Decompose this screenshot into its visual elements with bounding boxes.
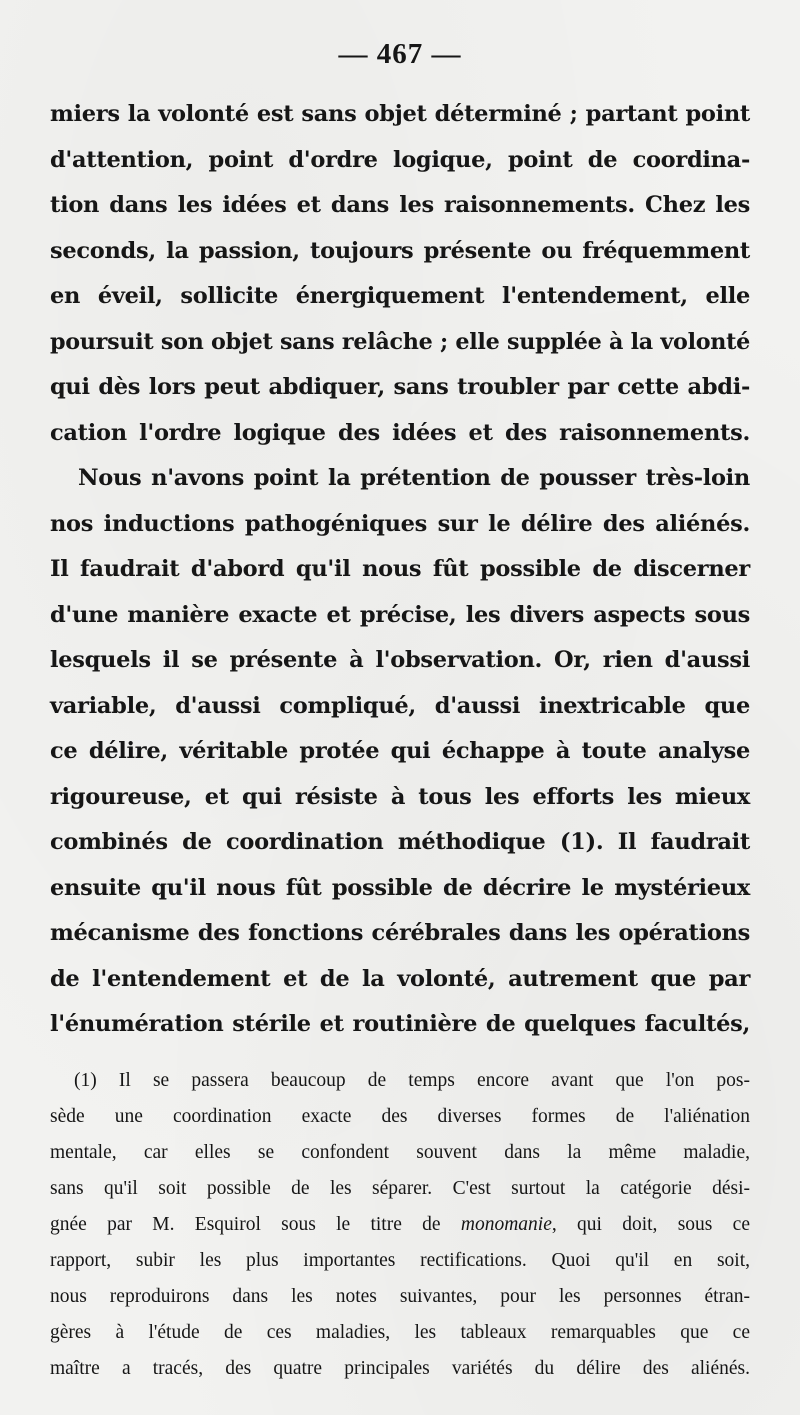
text-line: de l'entendement et de la volonté, autrement que par [50, 965, 750, 992]
text-line: Il faudrait d'abord qu'il nous fût possible de discerner [50, 556, 750, 582]
text-line: nos inductions pathogéniques sur le délire des aliénés. [50, 510, 750, 537]
text-line: seconds, la passion, toujours présente ou fréquemment [50, 237, 750, 264]
footnote-line: mentale, car elles se confondent souvent dans la même maladie, [50, 1142, 750, 1163]
footnote-line: nous reproduirons dans les notes suivantes, pour les personnes étran- [50, 1286, 750, 1307]
page-number: — 467 — [338, 38, 462, 70]
text-line: d'attention, point d'ordre logique, point de coordina- [50, 146, 750, 173]
footnote-line: (1) Il se passera beaucoup de temps encore avant que l'on pos- [74, 1070, 750, 1091]
footnote-line: sans qu'il soit possible de les séparer. C'est surtout la catégorie dési- [50, 1178, 750, 1199]
footnote-line: maître a tracés, des quatre principales variétés du délire des aliénés. [50, 1358, 750, 1379]
text-line: variable, d'aussi compliqué, d'aussi inextricable que [50, 692, 750, 719]
text-line: tion dans les idées et dans les raisonnements. Chez les [50, 192, 750, 218]
text-line: miers la volonté est sans objet déterminé ; partant point [50, 101, 750, 127]
footnote-line: sède une coordination exacte des diverses formes de l'aliénation [50, 1106, 750, 1127]
text-line: qui dès lors peut abdiquer, sans troubler par cette abdi- [50, 374, 750, 400]
footnote-line: gnée par M. Esquirol sous le titre de monomanie, qui doit, sous ce [50, 1214, 750, 1235]
text-line: lesquels il se présente à l'observation. Or, rien d'aussi [50, 647, 750, 673]
text-line: combinés de coordination méthodique (1). Il faudrait [50, 829, 750, 855]
text-line: ce délire, véritable protée qui échappe à toute analyse [50, 738, 750, 764]
text-line: mécanisme des fonctions cérébrales dans les opérations [50, 920, 750, 946]
footnote [50, 1063, 750, 1387]
footnote-line: rapport, subir les plus importantes rectifications. Quoi qu'il en soit, [50, 1250, 750, 1271]
text-line: l'énumération stérile et routinière de quelques facultés, [50, 1011, 750, 1037]
body-text [50, 92, 750, 1048]
text-line-paragraph-start: Nous n'avons point la prétention de pousser très-loin [78, 465, 750, 491]
text-line: cation l'ordre logique des idées et des raisonnements. [50, 419, 750, 446]
footnote-line: gères à l'étude de ces maladies, les tableaux remarquables que ce [50, 1322, 750, 1343]
text-line: d'une manière exacte et précise, les divers aspects sous [50, 601, 750, 628]
text-line: poursuit son objet sans relâche ; elle supplée à la volonté [50, 328, 750, 355]
text-line: rigoureuse, et qui résiste à tous les efforts les mieux [50, 783, 750, 810]
text-line: ensuite qu'il nous fût possible de décrire le mystérieux [50, 874, 750, 901]
text-line: en éveil, sollicite énergiquement l'entendement, elle [50, 283, 750, 309]
